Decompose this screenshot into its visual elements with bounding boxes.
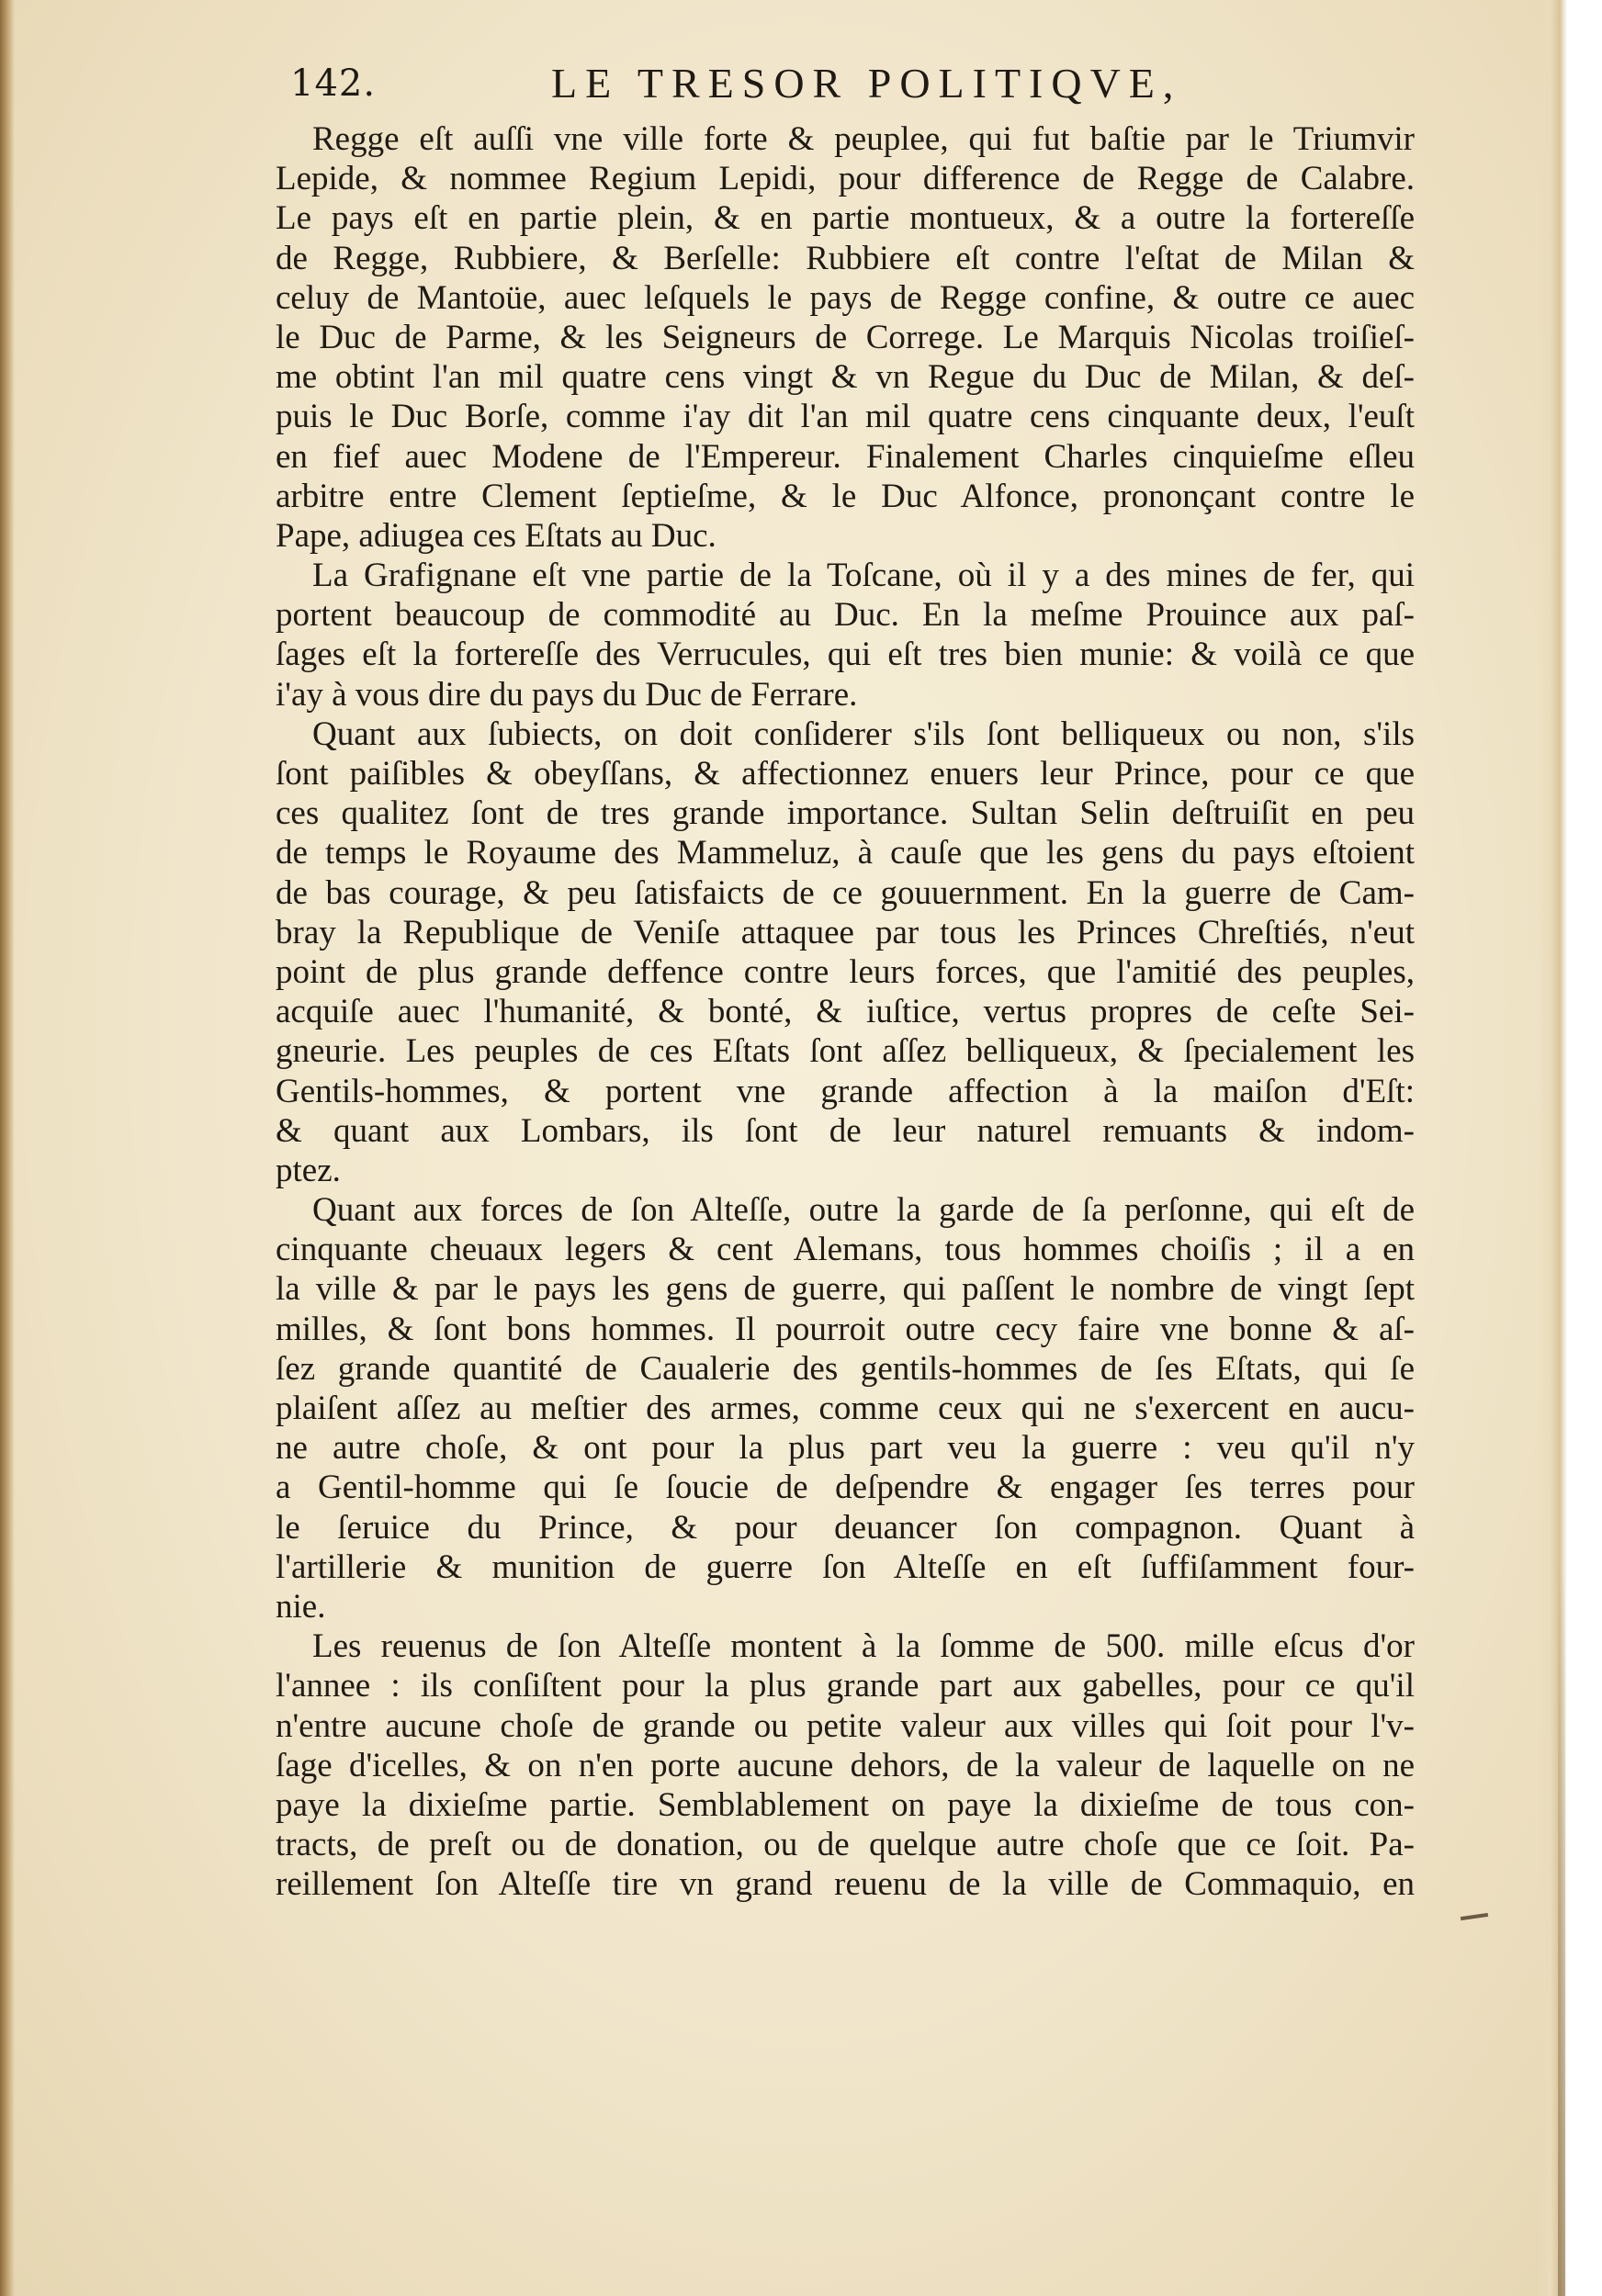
text-line: Quant aux ſubiects, on doit conſiderer s'ils ſont belliqueux ou non, s'ils	[312, 715, 1415, 753]
text-line: celuy de Mantoüe, auec leſquels le pays de Regge confine, & outre ce auec	[276, 278, 1415, 317]
text-line: ſage d'icelles, & on n'en porte aucune dehors, de la valeur de laquelle on ne	[276, 1746, 1415, 1784]
running-title: LE TRESOR POLITIQVE,	[551, 60, 1182, 107]
text-line: Lepide, & nommee Regium Lepidi, pour difference de Regge de Calabre.	[276, 160, 1415, 198]
text-line: acquiſe auec l'humanité, & bonté, & iuſtice, vertus propres de ceſte Sei-	[276, 993, 1415, 1031]
text-line: l'annee : ils conſiſtent pour la plus grande part aux gabelles, pour ce qu'il	[276, 1667, 1415, 1705]
text-line: nie.	[276, 1587, 326, 1626]
text-line: ces qualitez ſont de tres grande importance. Sultan Selin deſtruiſit en peu	[276, 794, 1415, 833]
page-left-edge	[0, 0, 15, 2296]
text-line: Regge eſt auſſi vne ville forte & peuplee, qui fut baſtie par le Triumvir	[312, 120, 1415, 158]
page-number: 142.	[290, 62, 377, 105]
text-line: cinquante cheuaux legers & cent Alemans, tous hommes choiſis ; il a en	[276, 1231, 1415, 1269]
page-right-margin	[1538, 0, 1602, 2296]
text-line: l'artillerie & munition de guerre ſon Alteſſe en eſt ſuffiſamment four-	[276, 1548, 1415, 1586]
text-line: bray la Republique de Veniſe attaquee par tous les Princes Chreſtiés, n'eut	[276, 913, 1415, 951]
text-line: reillement ſon Alteſſe tire vn grand reuenu de la ville de Commaquio, en	[276, 1865, 1415, 1904]
text-line: puis le Duc Borſe, comme i'ay dit l'an mil quatre cens cinquante deux, l'euſt	[276, 398, 1415, 436]
text-line: le Duc de Parme, & les Seigneurs de Correge. Le Marquis Nicolas troiſieſ-	[276, 318, 1415, 356]
text-line: La Grafignane eſt vne partie de la Toſcane, où il y a des mines de fer, qui	[312, 557, 1415, 595]
binding-shadow	[1558, 1561, 1565, 2296]
text-line: tracts, de preſt ou de donation, ou de quelque autre choſe que ce ſoit. Pa-	[276, 1826, 1415, 1864]
text-line: me obtint l'an mil quatre cens vingt & vn Regue du Duc de Milan, & deſ-	[276, 358, 1415, 397]
text-line: Pape, adiugea ces Eſtats au Duc.	[276, 516, 716, 555]
text-line: ſont paiſibles & obeyſſans, & affectionnez enuers leur Prince, pour ce que	[276, 755, 1415, 793]
text-line: Quant aux forces de ſon Alteſſe, outre la garde de ſa perſonne, qui eſt de	[312, 1191, 1415, 1230]
margin-mark	[1461, 1913, 1488, 1920]
text-line: ſez grande quantité de Caualerie des gentils-hommes de ſes Eſtats, qui ſe	[276, 1349, 1415, 1388]
text-line: Les reuenus de ſon Alteſſe montent à la ſomme de 500. mille eſcus d'or	[312, 1627, 1415, 1666]
text-line: paye la dixieſme partie. Semblablement on paye la dixieſme de tous con-	[276, 1785, 1415, 1824]
text-line: a Gentil-homme qui ſe ſoucie de deſpendre & engager ſes terres pour	[276, 1469, 1415, 1507]
text-line: ptez.	[276, 1151, 341, 1189]
text-line: Gentils-hommes, & portent vne grande affection à la maiſon d'Eſt:	[276, 1072, 1415, 1110]
text-line: i'ay à vous dire du pays du Duc de Ferrare.	[276, 675, 858, 714]
text-line: en fief auec Modene de l'Empereur. Finalement Charles cinquieſme eſleu	[276, 437, 1415, 476]
text-line: milles, & ſont bons hommes. Il pourroit outre cecy faire vne bonne & aſ-	[276, 1310, 1415, 1348]
body-text	[276, 119, 1415, 1904]
text-line: de Regge, Rubbiere, & Berſelle: Rubbiere eſt contre l'eſtat de Milan &	[276, 239, 1415, 277]
text-line: ne autre choſe, & ont pour la plus part veu la guerre : veu qu'il n'y	[276, 1429, 1415, 1468]
text-line: gneurie. Les peuples de ces Eſtats ſont aſſez belliqueux, & ſpecialement les	[276, 1032, 1415, 1071]
text-line: & quant aux Lombars, ils ſont de leur naturel remuants & indom-	[276, 1111, 1415, 1150]
text-line: portent beaucoup de commodité au Duc. En la meſme Prouince aux paſ-	[276, 596, 1415, 635]
text-line: la ville & par le pays les gens de guerre, qui paſſent le nombre de vingt ſept	[276, 1270, 1415, 1309]
printed-page	[276, 57, 1415, 1904]
text-line: plaiſent aſſez au meſtier des armes, comme ceux qui ne s'exercent en aucu-	[276, 1390, 1415, 1427]
running-head	[276, 57, 1415, 114]
text-line: le ſeruice du Prince, & pour deuancer ſon compagnon. Quant à	[276, 1508, 1415, 1547]
text-line: ſages eſt la fortereſſe des Verrucules, qui eſt tres bien munie: & voilà ce que	[276, 636, 1415, 674]
text-line: Le pays eſt en partie plein, & en partie montueux, & a outre la fortereſſe	[276, 199, 1415, 238]
text-line: de temps le Royaume des Mammeluz, à cauſe que les gens du pays eſtoient	[276, 834, 1415, 872]
text-line: de bas courage, & peu ſatisfaicts de ce gouuernment. En la guerre de Cam-	[276, 873, 1415, 912]
text-line: point de plus grande deffence contre leurs forces, que l'amitié des peuples,	[276, 952, 1415, 991]
text-line: arbitre entre Clement ſeptieſme, & le Duc Alfonce, prononçant contre le	[276, 477, 1415, 515]
text-line: n'entre aucune choſe de grande ou petite valeur aux villes qui ſoit pour l'v-	[276, 1706, 1415, 1745]
